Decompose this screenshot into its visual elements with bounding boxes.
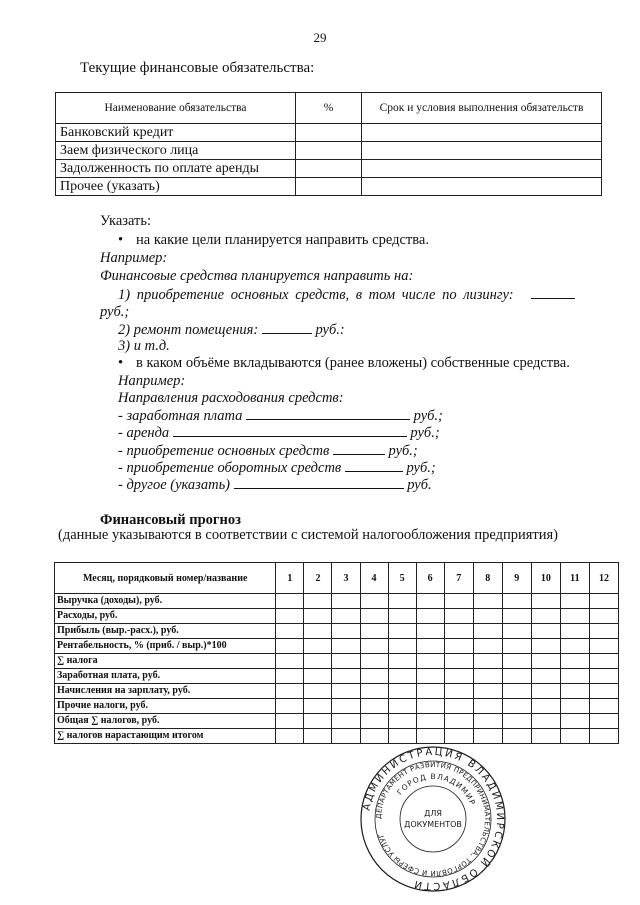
value-cell[interactable]: [304, 594, 332, 609]
value-cell[interactable]: [360, 624, 388, 639]
terms-cell[interactable]: [362, 178, 602, 196]
expense-item: - аренда руб.;: [118, 425, 440, 441]
value-cell[interactable]: [388, 639, 416, 654]
value-cell[interactable]: [473, 714, 502, 729]
stamp-inner-ring: [400, 786, 466, 852]
value-cell[interactable]: [332, 669, 360, 684]
value-cell[interactable]: [444, 669, 473, 684]
row-label: Заработная плата, руб.: [55, 669, 276, 684]
value-cell[interactable]: [560, 684, 589, 699]
value-cell[interactable]: [560, 609, 589, 624]
row-label: Расходы, руб.: [55, 609, 276, 624]
expense-item: - заработная плата руб.;: [118, 408, 443, 424]
value-cell[interactable]: [531, 624, 560, 639]
forecast-subtitle: (данные указываются в соответствии с системой налогообложения предприятия): [58, 527, 559, 543]
col-header-month-number: 3: [332, 563, 360, 594]
col-header-month-number: 5: [388, 563, 416, 594]
table-row: [55, 699, 619, 714]
value-cell[interactable]: [332, 729, 360, 744]
value-cell[interactable]: [388, 609, 416, 624]
table-row: [56, 178, 602, 196]
funds-intro: Финансовые средства планируется направить на:: [100, 268, 414, 284]
value-cell[interactable]: [531, 639, 560, 654]
value-cell[interactable]: [304, 654, 332, 669]
value-cell[interactable]: [276, 729, 304, 744]
value-cell[interactable]: [502, 639, 531, 654]
value-cell[interactable]: [473, 639, 502, 654]
value-cell[interactable]: [304, 624, 332, 639]
value-cell[interactable]: [473, 684, 502, 699]
value-cell[interactable]: [276, 639, 304, 654]
bullet-goals: • на какие цели планируется направить средства.: [118, 232, 429, 248]
value-cell[interactable]: [416, 594, 444, 609]
value-cell[interactable]: [360, 609, 388, 624]
value-cell[interactable]: [589, 639, 618, 654]
value-cell[interactable]: [304, 684, 332, 699]
value-cell[interactable]: [388, 669, 416, 684]
value-cell[interactable]: [388, 714, 416, 729]
col-header-month-number: 1: [276, 563, 304, 594]
bullet-icon: •: [118, 355, 124, 371]
table-row: [56, 124, 602, 142]
value-cell[interactable]: [473, 594, 502, 609]
value-cell[interactable]: [444, 699, 473, 714]
bullet-own-funds: • в каком объёме вкладываются (ранее вложены) собственные средства.: [118, 355, 570, 371]
value-cell[interactable]: [444, 714, 473, 729]
value-cell[interactable]: [388, 699, 416, 714]
col-header-month-number: 9: [502, 563, 531, 594]
col-header-month-number: 6: [416, 563, 444, 594]
col-header-month-number: 2: [304, 563, 332, 594]
value-cell[interactable]: [531, 654, 560, 669]
value-cell[interactable]: [560, 669, 589, 684]
stamp-middle-text: ДЕПАРТАМЕНТ РАЗВИТИЯ ПРЕДПРИНИМАТЕЛЬСТВА, ТОРГОВЛИ И СФЕРЫ УСЛУГ: [374, 760, 492, 878]
obligation-name: Банковский кредит: [56, 124, 296, 142]
stamp-center-line1: ДЛЯ: [424, 809, 442, 818]
amount-blank[interactable]: [262, 321, 312, 334]
expense-item: - приобретение оборотных средств руб.;: [118, 460, 436, 476]
table-row: [55, 654, 619, 669]
obligation-name: Заем физического лица: [56, 142, 296, 160]
funds-item-2: 2) ремонт помещения: руб.:: [118, 322, 345, 338]
amount-blank[interactable]: [234, 476, 404, 489]
value-cell[interactable]: [444, 609, 473, 624]
percent-cell[interactable]: [296, 160, 362, 178]
forecast-title: Финансовый прогноз: [100, 512, 241, 528]
value-cell[interactable]: [589, 594, 618, 609]
value-cell[interactable]: [360, 714, 388, 729]
value-cell[interactable]: [473, 654, 502, 669]
value-cell[interactable]: [332, 609, 360, 624]
row-label: ∑ налога: [55, 654, 276, 669]
value-cell[interactable]: [388, 729, 416, 744]
percent-cell[interactable]: [296, 142, 362, 160]
value-cell[interactable]: [531, 699, 560, 714]
table-row: [55, 684, 619, 699]
value-cell[interactable]: [388, 684, 416, 699]
value-cell[interactable]: [416, 654, 444, 669]
obligation-name: Задолженность по оплате аренды: [56, 160, 296, 178]
value-cell[interactable]: [444, 729, 473, 744]
terms-cell[interactable]: [362, 124, 602, 142]
col-header-month-number: 8: [473, 563, 502, 594]
value-cell[interactable]: [416, 714, 444, 729]
value-cell[interactable]: [276, 594, 304, 609]
col-header-month-number: 7: [444, 563, 473, 594]
value-cell[interactable]: [531, 684, 560, 699]
amount-blank[interactable]: [531, 286, 575, 299]
table-row: [55, 729, 619, 744]
value-cell[interactable]: [589, 609, 618, 624]
amount-blank[interactable]: [246, 407, 410, 420]
value-cell[interactable]: [502, 729, 531, 744]
value-cell[interactable]: [276, 684, 304, 699]
obligations-table: [55, 92, 602, 196]
value-cell[interactable]: [560, 714, 589, 729]
value-cell[interactable]: [360, 639, 388, 654]
funds-item-1: 1) приобретение основных средств, в том числе по лизингу:: [118, 286, 598, 304]
value-cell[interactable]: [388, 654, 416, 669]
funds-item-1-cont: руб.;: [100, 304, 130, 320]
value-cell[interactable]: [276, 654, 304, 669]
value-cell[interactable]: [304, 609, 332, 624]
value-cell[interactable]: [560, 699, 589, 714]
value-cell[interactable]: [360, 729, 388, 744]
table-row: [56, 160, 602, 178]
terms-cell[interactable]: [362, 142, 602, 160]
table-row: [55, 609, 619, 624]
col-header-terms: Срок и условия выполнения обязательств: [362, 93, 602, 124]
value-cell[interactable]: [360, 684, 388, 699]
value-cell[interactable]: [416, 729, 444, 744]
value-cell[interactable]: [304, 639, 332, 654]
value-cell[interactable]: [531, 609, 560, 624]
expenses-intro: Направления расходования средств:: [118, 390, 344, 406]
value-cell[interactable]: [360, 699, 388, 714]
obligation-name: Прочее (указать): [56, 178, 296, 196]
row-label: Рентабельность, % (приб. / выр.)*100: [55, 639, 276, 654]
value-cell[interactable]: [502, 624, 531, 639]
value-cell[interactable]: [332, 654, 360, 669]
col-header-month-number: 12: [589, 563, 618, 594]
value-cell[interactable]: [502, 654, 531, 669]
row-label: Общая ∑ налогов, руб.: [55, 714, 276, 729]
table-row: [55, 594, 619, 609]
section-title-obligations: Текущие финансовые обязательства:: [80, 60, 315, 76]
forecast-table: [54, 562, 619, 744]
value-cell[interactable]: [473, 729, 502, 744]
value-cell[interactable]: [589, 714, 618, 729]
table-row: [55, 669, 619, 684]
value-cell[interactable]: [473, 669, 502, 684]
bullet-icon: •: [118, 232, 124, 248]
page-number: 29: [313, 30, 327, 45]
value-cell[interactable]: [473, 609, 502, 624]
value-cell[interactable]: [502, 594, 531, 609]
value-cell[interactable]: [276, 609, 304, 624]
value-cell[interactable]: [360, 594, 388, 609]
row-label: Выручка (доходы), руб.: [55, 594, 276, 609]
col-header-obligation: Наименование обязательства: [56, 93, 296, 124]
value-cell[interactable]: [276, 669, 304, 684]
value-cell[interactable]: [502, 609, 531, 624]
value-cell[interactable]: [502, 669, 531, 684]
value-cell[interactable]: [332, 699, 360, 714]
value-cell[interactable]: [560, 654, 589, 669]
value-cell[interactable]: [589, 669, 618, 684]
col-header-percent: %: [296, 93, 362, 124]
col-header-month-number: 10: [531, 563, 560, 594]
value-cell[interactable]: [444, 624, 473, 639]
value-cell[interactable]: [444, 684, 473, 699]
table-row: [55, 714, 619, 729]
value-cell[interactable]: [304, 729, 332, 744]
row-label: Начисления на зарплату, руб.: [55, 684, 276, 699]
value-cell[interactable]: [416, 699, 444, 714]
example-label: Например:: [118, 373, 186, 389]
value-cell[interactable]: [560, 624, 589, 639]
value-cell[interactable]: [589, 654, 618, 669]
organization-stamp: [358, 744, 508, 894]
table-row: [56, 142, 602, 160]
value-cell[interactable]: [444, 639, 473, 654]
funds-item-3: 3) и т.д.: [118, 338, 170, 354]
value-cell[interactable]: [589, 684, 618, 699]
value-cell[interactable]: [502, 699, 531, 714]
value-cell[interactable]: [332, 714, 360, 729]
example-label: Например:: [100, 250, 168, 266]
value-cell[interactable]: [589, 624, 618, 639]
value-cell[interactable]: [416, 609, 444, 624]
forecast-body: [55, 594, 619, 744]
value-cell[interactable]: [531, 714, 560, 729]
stamp-center-line2: ДОКУМЕНТОВ: [404, 820, 462, 829]
value-cell[interactable]: [560, 729, 589, 744]
value-cell[interactable]: [304, 699, 332, 714]
value-cell[interactable]: [531, 594, 560, 609]
percent-cell[interactable]: [296, 178, 362, 196]
value-cell[interactable]: [473, 624, 502, 639]
value-cell[interactable]: [360, 669, 388, 684]
value-cell[interactable]: [304, 669, 332, 684]
value-cell[interactable]: [360, 654, 388, 669]
value-cell[interactable]: [444, 594, 473, 609]
value-cell[interactable]: [332, 624, 360, 639]
stamp-inner-text: ГОРОД ВЛАДИМИР: [395, 771, 478, 807]
stamp-outer-text: АДМИНИСТРАЦИЯ ВЛАДИМИРСКОЙ ОБЛАСТИ: [361, 746, 506, 892]
value-cell[interactable]: [416, 639, 444, 654]
value-cell[interactable]: [276, 624, 304, 639]
value-cell[interactable]: [332, 594, 360, 609]
amount-blank[interactable]: [333, 442, 385, 455]
col-header-month-number: 4: [360, 563, 388, 594]
row-label: Прочие налоги, руб.: [55, 699, 276, 714]
terms-cell[interactable]: [362, 160, 602, 178]
value-cell[interactable]: [304, 714, 332, 729]
value-cell[interactable]: [502, 714, 531, 729]
value-cell[interactable]: [473, 699, 502, 714]
value-cell[interactable]: [276, 699, 304, 714]
value-cell[interactable]: [276, 714, 304, 729]
value-cell[interactable]: [589, 699, 618, 714]
percent-cell[interactable]: [296, 124, 362, 142]
col-header-month: Месяц, порядковый номер/название: [55, 563, 276, 594]
table-row: [55, 624, 619, 639]
value-cell[interactable]: [332, 684, 360, 699]
row-label: ∑ налогов нарастающим итогом: [55, 729, 276, 744]
value-cell[interactable]: [589, 729, 618, 744]
value-cell[interactable]: [416, 684, 444, 699]
amount-blank[interactable]: [173, 424, 407, 437]
value-cell[interactable]: [416, 624, 444, 639]
row-label: Прибыль (выр.-расх.), руб.: [55, 624, 276, 639]
value-cell[interactable]: [502, 684, 531, 699]
expense-item: - приобретение основных средств руб.;: [118, 443, 418, 459]
value-cell[interactable]: [560, 594, 589, 609]
value-cell[interactable]: [560, 639, 589, 654]
value-cell[interactable]: [388, 624, 416, 639]
amount-blank[interactable]: [345, 459, 403, 472]
expense-item: - другое (указать) руб.: [118, 477, 432, 493]
col-header-month-number: 11: [560, 563, 589, 594]
value-cell[interactable]: [388, 594, 416, 609]
value-cell[interactable]: [444, 654, 473, 669]
value-cell[interactable]: [531, 729, 560, 744]
specify-label: Указать:: [100, 213, 152, 229]
value-cell[interactable]: [332, 639, 360, 654]
value-cell[interactable]: [416, 669, 444, 684]
value-cell[interactable]: [531, 669, 560, 684]
table-row: [55, 639, 619, 654]
